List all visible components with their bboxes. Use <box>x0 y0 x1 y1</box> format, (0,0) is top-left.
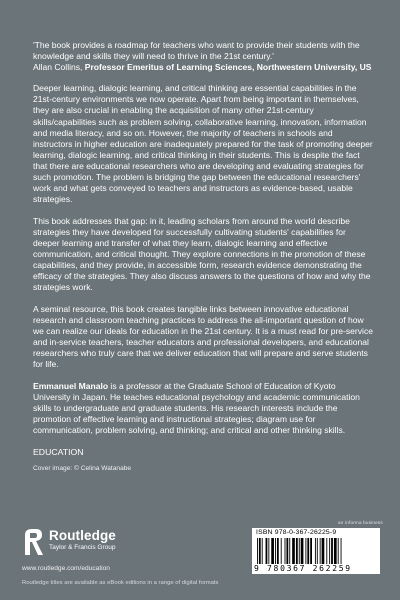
publisher-name: Routledge <box>49 528 116 543</box>
barcode-bar <box>334 538 337 564</box>
barcode-bar <box>268 538 269 564</box>
barcode-bar <box>326 538 327 564</box>
barcode-bar <box>271 538 274 564</box>
barcode-bar <box>292 538 295 564</box>
author-bio <box>33 381 373 436</box>
publisher-website[interactable]: www.routledge.com/education <box>22 565 110 572</box>
ebook-note: Routledge titles are available as eBook editions in a range of digital formats <box>22 580 219 586</box>
barcode-bar <box>331 538 333 564</box>
barcode-bar <box>296 538 298 564</box>
author-name: Emmanuel Manalo <box>33 381 109 392</box>
quote-text: 'The book provides a roadmap for teachers who want to provide their students with the knowledge and skills they will need to thrive in the 21st century.' <box>33 40 360 62</box>
publisher-logo <box>22 526 162 562</box>
barcode-bar <box>266 538 268 564</box>
informa-tagline: an informa business <box>338 520 383 525</box>
barcode-bar <box>315 538 316 564</box>
barcode-bar <box>289 538 290 564</box>
barcode-bar <box>262 538 263 564</box>
barcode-bar <box>310 538 312 564</box>
publisher-group: Taylor & Francis Group <box>49 544 116 551</box>
barcode-bar <box>317 538 318 564</box>
barcode-bars <box>256 538 376 564</box>
barcode-bar <box>341 538 342 564</box>
barcode-bar <box>259 538 261 564</box>
quote-attribution-name: Allan Collins, <box>33 62 85 73</box>
barcode-bar <box>301 538 304 564</box>
isbn-label: ISBN 978-0-367-26225-9 <box>256 529 337 536</box>
barcode-bar <box>281 538 282 564</box>
barcode-bar <box>320 538 321 564</box>
barcode-digits: 9 780367 262259 <box>254 564 352 573</box>
barcode-bar <box>275 538 276 564</box>
cover-credit: Cover image: © Celina Watanabe <box>33 465 132 473</box>
barcode-bar <box>305 538 306 564</box>
barcode-bar <box>307 538 309 564</box>
blurb-paragraph-2: This book addresses that gap: in it, leading scholars from around the world describe strategies they have developed for successfully cultivating students' capabilities for deeper learning and transfer of what they learn, dialogic learning and effective communication, and critical thought. They explore connections in the promotion of these capabilities, and they provide, in accessible form, research evidence demonstrating the efficacy of the strategies. They also discuss answers to the questions of how and why the strategies work. <box>33 215 371 293</box>
barcode-bar <box>286 538 288 564</box>
endorsement-quote <box>33 40 373 73</box>
barcode-bar <box>257 538 258 564</box>
quote-attribution-title: Professor Emeritus of Learning Sciences, Northwestern University, US <box>84 62 372 73</box>
routledge-emblem-icon <box>22 526 46 558</box>
barcode-bar <box>338 538 339 564</box>
blurb-paragraph-3: A seminal resource, this book creates tangible links between innovative educational research and classroom teaching practices to address the all-important question of how we can realize our ideals for education in the 21st century. It is a must read for pre-service and in-service teachers, teacher educators and professional developers, and educational researchers who truly care that we deliver education that will prepare and serve students for life. <box>33 303 373 370</box>
barcode-bar <box>285 538 286 564</box>
isbn-barcode <box>252 528 380 574</box>
blurb-paragraph-1: Deeper learning, dialogic learning, and critical thinking are essential capabilities in the 21st-century environments we now operate. Apart from being important in themselves, they are also crucial in enabling the acquisition of many other 21st-century skills/capabilities such as problem solving, collaborative learning, innovation, information and media literacy, and so on. However, the majority of teachers in schools and instructors in higher education are inadequately prepared for the task of promoting deeper learning, dialogic learning, and critical thinking in their students. This is despite the fact that there are educational researchers who are developing and evaluating strategies for such promotion. The problem is bridging the gap between the educational researchers' work and what gets conveyed to teachers and instructors as evidence-based, usable strategies. <box>33 83 373 205</box>
author-bio-text: is a professor at the Graduate School of Education of Kyoto University in Japan. He teaches educational psychology and academic communication skills to undergraduate and graduate students. His research interests include the promotion of effective learning and instructional strategies; diagram use for communication, problem solving, and thinking; and critical and other thinking skills. <box>33 381 360 436</box>
barcode-bar <box>299 538 300 564</box>
barcode-bar <box>277 538 279 564</box>
barcode-bar <box>329 538 330 564</box>
barcode-bar <box>322 538 325 564</box>
back-cover-text <box>33 40 373 473</box>
subject-category: EDUCATION <box>33 447 84 457</box>
